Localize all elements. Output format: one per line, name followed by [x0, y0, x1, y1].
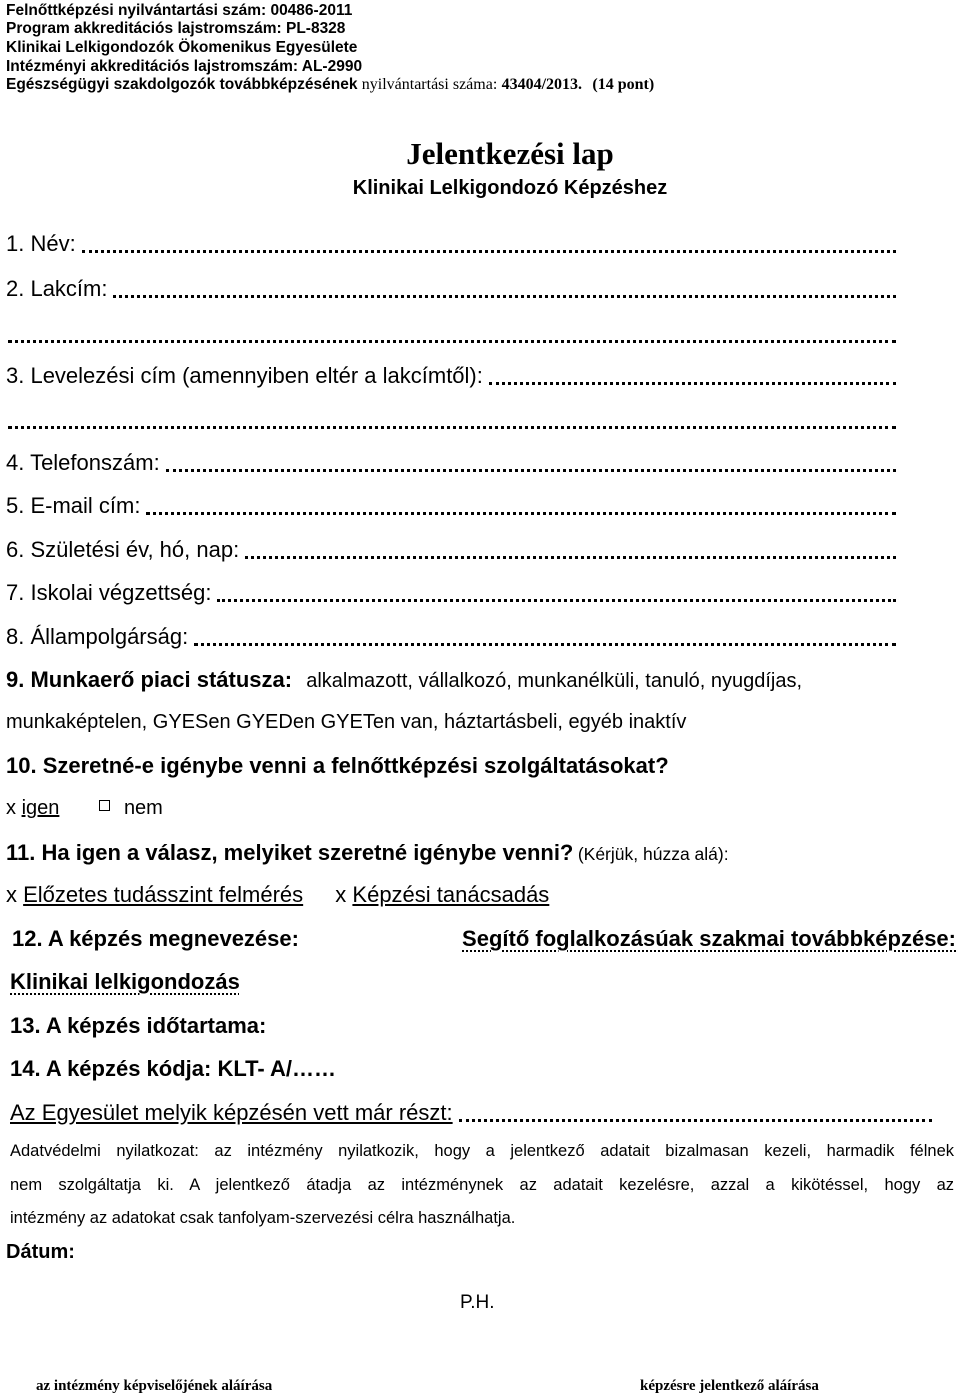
- institution-signature-label: az intézmény képviselőjének aláírása: [36, 1378, 273, 1394]
- training-name-label: 12. A képzés megnevezése:: [12, 926, 299, 951]
- citizenship-label: 8. Állampolgárság:: [6, 624, 189, 649]
- birthdate-input-line[interactable]: [245, 556, 896, 559]
- training-code-label: 14. A képzés kódja: KLT- A/……: [10, 1056, 336, 1081]
- phone-field[interactable]: [6, 450, 896, 476]
- header-healthcare-number: 43404/2013.: [501, 76, 583, 93]
- stamp-placeholder: P.H.: [460, 1292, 495, 1313]
- yes-option[interactable]: igen: [21, 797, 60, 819]
- training-name-row: [12, 926, 956, 952]
- labour-status-options-continued[interactable]: munkaképtelen, GYESen GYEDen GYETen van, háztartásbeli, egyéb inaktív: [6, 711, 687, 733]
- name-field[interactable]: [6, 231, 896, 257]
- header-healthcare-points: (14 pont): [592, 76, 655, 93]
- mailing-address-input-line[interactable]: [489, 382, 896, 385]
- header-organization-name: Klinikai Lelkigondozók Ökomenikus Egyesülete: [6, 39, 358, 56]
- address-input-line[interactable]: [113, 295, 896, 298]
- header-registration-number: Felnőttképzési nyilvántartási szám: 00486-2011: [6, 2, 353, 19]
- applicant-signature-label: képzésre jelentkező aláírása: [640, 1378, 819, 1394]
- name-label: 1. Név:: [6, 231, 76, 256]
- prior-knowledge-assessment-option[interactable]: Előzetes tudásszint felmérés: [23, 882, 304, 907]
- training-name-value-continued: Klinikai lelkigondozás: [10, 969, 240, 994]
- training-name-value: Segítő foglalkozásúak szakmai továbbképzése:: [462, 926, 956, 951]
- phone-label: 4. Telefonszám:: [6, 450, 160, 475]
- no-checkbox[interactable]: [99, 800, 110, 811]
- email-field[interactable]: [6, 493, 896, 519]
- mailing-address-continuation-line[interactable]: [8, 426, 896, 429]
- phone-input-line[interactable]: [166, 469, 896, 472]
- training-counselling-option[interactable]: Képzési tanácsadás: [352, 882, 550, 907]
- header-healthcare-registration: [6, 76, 654, 94]
- services-question: 10. Szeretné-e igénybe venni a felnőttképzési szolgáltatásokat?: [6, 753, 669, 778]
- labour-status-label: 9. Munkaerő piaci státusza:: [6, 667, 293, 692]
- page-subtitle: Klinikai Lelkigondozó Képzéshez: [352, 177, 668, 199]
- education-input-line[interactable]: [217, 599, 896, 602]
- services-answer-row: [6, 796, 163, 820]
- address-label: 2. Lakcím:: [6, 276, 108, 301]
- mailing-address-field[interactable]: [6, 363, 896, 389]
- date-label: Dátum:: [6, 1241, 75, 1263]
- mailing-address-label: 3. Levelezési cím (amennyiben eltér a lakcímtől):: [6, 363, 483, 388]
- citizenship-input-line[interactable]: [194, 643, 896, 646]
- service-options-row: [6, 882, 549, 908]
- previous-training-field[interactable]: [10, 1100, 932, 1126]
- privacy-statement-line-3: intézmény az adatokat csak tanfolyam-szervezési célra használhatja.: [10, 1209, 516, 1227]
- which-service-question: [6, 840, 729, 866]
- address-continuation-line[interactable]: [8, 340, 896, 343]
- header-institution-accreditation: Intézményi akkreditációs lajstromszám: AL-2990: [6, 58, 363, 75]
- which-service-label: 11. Ha igen a válasz, melyiket szeretné igénybe venni?: [6, 840, 574, 865]
- header-program-accreditation: Program akkreditációs lajstromszám: PL-8328: [6, 20, 346, 37]
- training-duration-label: 13. A képzés időtartama:: [10, 1013, 267, 1038]
- email-input-line[interactable]: [146, 512, 896, 515]
- previous-training-input-line[interactable]: [459, 1119, 932, 1122]
- birthdate-field[interactable]: [6, 537, 896, 563]
- header-healthcare-label: Egészségügyi szakdolgozók továbbképzésének: [6, 76, 358, 93]
- labour-status-question: [6, 667, 802, 693]
- name-input-line[interactable]: [82, 250, 896, 253]
- address-field[interactable]: [6, 276, 896, 302]
- yes-check-mark[interactable]: x: [6, 797, 16, 819]
- email-label: 5. E-mail cím:: [6, 493, 141, 518]
- page-title: Jelentkezési lap: [406, 136, 614, 171]
- education-label: 7. Iskolai végzettség:: [6, 580, 212, 605]
- privacy-statement-line-2: nem szolgáltatja ki. A jelentkező átadja az intézménynek az adatait kezelésre, azzal a kikötéssel, hogy az: [10, 1176, 954, 1194]
- birthdate-label: 6. Születési év, hó, nap:: [6, 537, 240, 562]
- header-healthcare-serif: nyilvántartási száma:: [361, 76, 498, 93]
- labour-status-options[interactable]: alkalmazott, vállalkozó, munkanélküli, tanuló, nyugdíjas,: [306, 670, 803, 692]
- citizenship-field[interactable]: [6, 624, 896, 650]
- option2-mark: x: [335, 882, 347, 907]
- no-option[interactable]: nem: [123, 797, 163, 819]
- education-field[interactable]: [6, 580, 896, 606]
- previous-training-label: Az Egyesület melyik képzésén vett már részt:: [10, 1100, 453, 1125]
- option1-mark: x: [6, 882, 17, 907]
- privacy-statement-line-1: Adatvédelmi nyilatkozat: az intézmény nyilatkozik, hogy a jelentkező adatait bizalmasan kezeli, harmadik félnek: [10, 1142, 954, 1160]
- which-service-hint: (Kérjük, húzza alá):: [577, 844, 729, 864]
